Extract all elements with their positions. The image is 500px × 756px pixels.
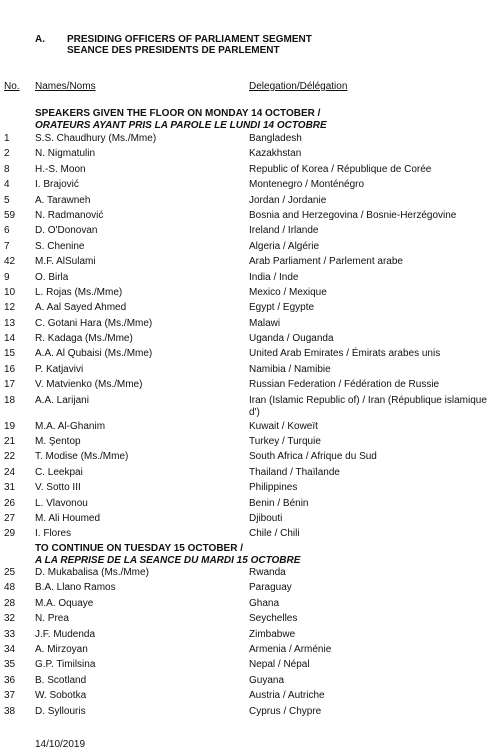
delegation-name: Uganda / Ouganda: [249, 333, 334, 345]
delegation-name: Armenia / Arménie: [249, 643, 332, 655]
delegation-name: Arab Parliament / Parlement arabe: [249, 256, 403, 268]
table-row: [0, 148, 500, 163]
speaker-name: A. Tarawneh: [35, 194, 91, 206]
section-title-fr: SEANCE DES PRESIDENTS DE PARLEMENT: [67, 45, 280, 56]
speaker-name: L. Rojas (Ms./Mme): [35, 286, 123, 298]
document-date: 14/10/2019: [35, 739, 86, 750]
delegation-name: Montenegro / Monténégro: [249, 179, 365, 191]
row-number: 25: [4, 567, 16, 578]
table-row: [0, 613, 500, 628]
delegation-name: Rwanda: [249, 567, 286, 578]
row-number: 8: [4, 163, 10, 175]
speaker-name: P. Katjavivi: [35, 363, 84, 375]
row-number: 35: [4, 659, 16, 671]
delegation-name: Cyprus / Chypre: [249, 705, 322, 717]
table-row: [0, 436, 500, 451]
table-row: [0, 528, 500, 543]
row-number: 37: [4, 690, 16, 702]
column-header-delegation: Delegation/Délégation: [249, 81, 348, 92]
delegation-name: Russian Federation / Fédération de Russie: [249, 379, 440, 391]
table-row: [0, 482, 500, 497]
row-number: 5: [4, 194, 10, 206]
speaker-name: B. Scotland: [35, 674, 87, 686]
table-row: [0, 513, 500, 528]
row-number: 6: [4, 225, 10, 237]
speakers-list-tuesday: [0, 567, 500, 721]
column-header-no: No.: [4, 81, 20, 92]
delegation-name: Namibia / Namibie: [249, 363, 331, 375]
row-number: 16: [4, 363, 16, 375]
table-row: [0, 195, 500, 210]
speaker-name: A. Aal Sayed Ahmed: [35, 302, 127, 314]
delegation-name: Bosnia and Herzegovina / Bosnie-Herzégovine: [249, 209, 457, 221]
row-number: 38: [4, 705, 16, 717]
speaker-name: A. Mirzoyan: [35, 643, 88, 655]
row-number: 28: [4, 597, 16, 609]
speaker-name: H.-S. Moon: [35, 163, 86, 175]
table-row: [0, 333, 500, 348]
speaker-name: I. Brajović: [35, 179, 79, 191]
row-number: 9: [4, 271, 10, 283]
speaker-name: J.F. Mudenda: [35, 628, 96, 640]
row-number: 22: [4, 451, 16, 463]
table-row: [0, 225, 500, 240]
group-title-en: TO CONTINUE ON TUESDAY 15 OCTOBER /: [35, 543, 244, 554]
delegation-name: Ghana: [249, 597, 280, 609]
delegation-name: Guyana: [249, 674, 285, 686]
speaker-name: D. Syllouris: [35, 705, 86, 717]
row-number: 1: [4, 133, 10, 144]
table-row: [0, 272, 500, 287]
row-number: 12: [4, 302, 16, 314]
table-row: [0, 395, 500, 421]
row-number: 31: [4, 482, 16, 494]
speaker-name: S. Chenine: [35, 240, 85, 252]
row-number: 27: [4, 512, 16, 524]
speaker-name: T. Modise (Ms./Mme): [35, 451, 129, 463]
delegation-name: United Arab Emirates / Émirats arabes unis: [249, 348, 441, 360]
table-row: [0, 364, 500, 379]
table-row: [0, 210, 500, 225]
delegation-name: Turkey / Turquie: [249, 436, 321, 448]
speaker-name: I. Flores: [35, 528, 72, 540]
delegation-name: India / Inde: [249, 271, 299, 283]
table-row: [0, 133, 500, 148]
speaker-name: D. O'Donovan: [35, 225, 98, 237]
table-row: [0, 582, 500, 597]
table-row: [0, 241, 500, 256]
delegation-name: Benin / Bénin: [249, 497, 309, 509]
table-row: [0, 164, 500, 179]
table-row: [0, 644, 500, 659]
delegation-name: Algeria / Algérie: [249, 240, 320, 252]
row-number: 13: [4, 317, 16, 329]
row-number: 7: [4, 240, 10, 252]
table-row: [0, 179, 500, 194]
speaker-name: W. Sobotka: [35, 690, 87, 702]
delegation-name: Chile / Chili: [249, 528, 300, 540]
row-number: 33: [4, 628, 16, 640]
table-row: [0, 498, 500, 513]
table-row: [0, 302, 500, 317]
table-row: [0, 690, 500, 705]
row-number: 48: [4, 582, 16, 594]
row-number: 26: [4, 497, 16, 509]
speaker-name: A.A. Larijani: [35, 394, 89, 406]
delegation-name: Thailand / Thaïlande: [249, 466, 340, 478]
delegation-name: Seychelles: [249, 613, 298, 625]
table-row: [0, 567, 500, 582]
row-number: 36: [4, 674, 16, 686]
row-number: 24: [4, 466, 16, 478]
table-row: [0, 256, 500, 271]
delegation-name: Zimbabwe: [249, 628, 296, 640]
speaker-name: A.A. Al Qubaisi (Ms./Mme): [35, 348, 153, 360]
row-number: 59: [4, 209, 16, 221]
speaker-name: M.F. AlSulami: [35, 256, 96, 268]
table-row: [0, 421, 500, 436]
speakers-list-monday: [0, 133, 500, 544]
group-title-monday: [35, 108, 327, 132]
delegation-name: Iran (Islamic Republic of) / Iran (République islamique d'): [249, 394, 487, 418]
delegation-name: Egypt / Egypte: [249, 302, 315, 314]
group-title-fr: A LA REPRISE DE LA SEANCE DU MARDI 15 OCTOBRE: [35, 555, 301, 566]
speaker-name: B.A. Llano Ramos: [35, 582, 116, 594]
delegation-name: Nepal / Népal: [249, 659, 310, 671]
speaker-name: M. Şentop: [35, 436, 81, 448]
table-row: [0, 629, 500, 644]
speaker-name: M. Ali Houmed: [35, 512, 101, 524]
group-title-tuesday: [35, 543, 300, 567]
delegation-name: Kazakhstan: [249, 148, 302, 160]
row-number: 34: [4, 643, 16, 655]
table-row: [0, 706, 500, 721]
section-title-en: PRESIDING OFFICERS OF PARLIAMENT SEGMENT: [67, 34, 312, 45]
row-number: 15: [4, 348, 16, 360]
table-row: [0, 659, 500, 674]
speaker-name: L. Vlavonou: [35, 497, 88, 509]
section-letter: A.: [35, 34, 45, 45]
delegation-name: South Africa / Afrique du Sud: [249, 451, 377, 463]
delegation-name: Djibouti: [249, 512, 283, 524]
speaker-name: C. Gotani Hara (Ms./Mme): [35, 317, 153, 329]
table-row: [0, 318, 500, 333]
speaker-name: M.A. Al-Ghanim: [35, 420, 106, 432]
row-number: 21: [4, 436, 16, 448]
row-number: 42: [4, 256, 16, 268]
table-row: [0, 675, 500, 690]
group-title-fr: ORATEURS AYANT PRIS LA PAROLE LE LUNDI 14 OCTOBRE: [35, 120, 327, 131]
row-number: 18: [4, 394, 16, 406]
delegation-name: Ireland / Irlande: [249, 225, 319, 237]
table-row: [0, 379, 500, 394]
row-number: 4: [4, 179, 10, 191]
delegation-name: Bangladesh: [249, 133, 302, 144]
speaker-name: N. Prea: [35, 613, 69, 625]
table-row: [0, 598, 500, 613]
table-row: [0, 467, 500, 482]
table-row: [0, 451, 500, 466]
speaker-name: M.A. Oquaye: [35, 597, 94, 609]
delegation-name: Paraguay: [249, 582, 292, 594]
speaker-name: C. Leekpai: [35, 466, 83, 478]
speaker-name: V. Sotto III: [35, 482, 81, 494]
speaker-name: N. Nigmatulin: [35, 148, 96, 160]
table-row: [0, 348, 500, 363]
row-number: 14: [4, 333, 16, 345]
speaker-name: S.S. Chaudhury (Ms./Mme): [35, 133, 157, 144]
row-number: 2: [4, 148, 10, 160]
speaker-name: D. Mukabalisa (Ms./Mme): [35, 567, 149, 578]
table-row: [0, 287, 500, 302]
speaker-name: O. Birla: [35, 271, 69, 283]
row-number: 19: [4, 420, 16, 432]
delegation-name: Philippines: [249, 482, 298, 494]
delegation-name: Republic of Korea / République de Corée: [249, 163, 432, 175]
row-number: 10: [4, 286, 16, 298]
delegation-name: Kuwait / Koweït: [249, 420, 318, 432]
group-title-en: SPEAKERS GIVEN THE FLOOR ON MONDAY 14 OCTOBER /: [35, 108, 321, 119]
row-number: 32: [4, 613, 16, 625]
speaker-name: R. Kadaga (Ms./Mme): [35, 333, 133, 345]
speaker-name: N. Radmanović: [35, 209, 104, 221]
column-header-names: Names/Noms: [35, 81, 96, 92]
row-number: 29: [4, 528, 16, 540]
delegation-name: Austria / Autriche: [249, 690, 325, 702]
speaker-name: V. Matvienko (Ms./Mme): [35, 379, 143, 391]
row-number: 17: [4, 379, 16, 391]
delegation-name: Malawi: [249, 317, 281, 329]
delegation-name: Jordan / Jordanie: [249, 194, 327, 206]
speaker-name: G.P. Timilsina: [35, 659, 96, 671]
delegation-name: Mexico / Mexique: [249, 286, 327, 298]
